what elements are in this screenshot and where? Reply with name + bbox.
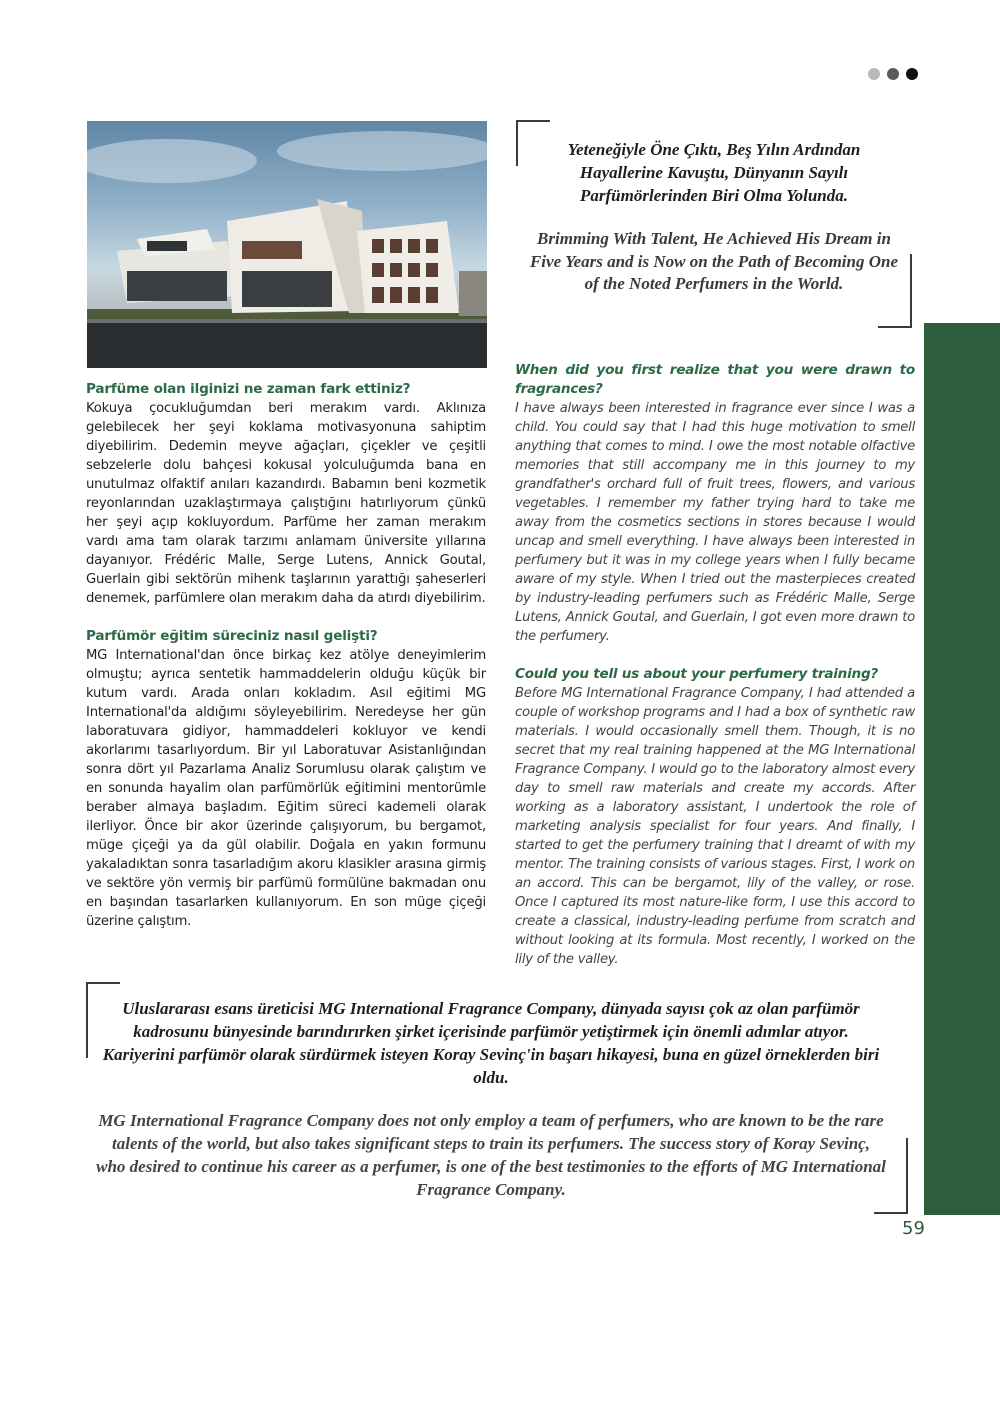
answer-paragraph: I have always been interested in fragrance ever since I was a child. You could say that I had this huge motivation to smell anything that comes to mind. I owe the most notable olfactive memories that still accompany me in this journey to my grandfather's orchard full of fruit trees, flowers, and various vegetables. I remember my father trying hard to take me away from the cosmetics sections in stores because I would uncap and smell everything. I have always been interested in perfumery but it was in my college years when I fully became aware of my style. When I tried out the masterpieces created by industry-leading perfumers such as Frédéric Malle, Serge Lutens, Annick Goutal, and Guerlain, I got even more drawn to the perfumery. bbox=[515, 401, 915, 644]
indicator-dot bbox=[887, 68, 899, 80]
answer-paragraph: MG International'dan önce birkaç kez atölye deneyimlerim olmuştu; ayrıca sentetik hammaddelerin olduğu küçük bir kutum vardı. Arada onları kokladım. Asıl eğitimi MG International'da aldığımı söyleyebilirim. Neredeyse her gün laboratuvara gidiyor, hammaddeleri kokluyor ve kendi akorlarımı tasarlıyordum. Bir yıl Laboratuvar Asistanlığından sonra dört yıl Pazarlama Analiz Sorumlusu olarak çalıştım ve en sonunda hayalim olan parfümörlük eğitimini mentorümle beraber almaya başladım. Eğitim süreci kademeli olarak ilerliyor. Önce bir akor üzerinde çalışıyorum, bu bergamot, müge çiçeği ya da gül olabilir. Doğala en yakın formunu yakaladıktan sonra tasarladığım akoru klasikler arasına girmiş ve sektöre yön vermiş bir parfümü formülüne bakmadan onu en başından tasarlarken kullanıyorum. En son müge çiçeği üzerine çalıştım. bbox=[86, 648, 486, 929]
turkish-column bbox=[86, 380, 486, 931]
page-number: 59 bbox=[902, 1218, 925, 1239]
page-indicator-dots bbox=[868, 68, 918, 80]
answer-paragraph: Before MG International Fragrance Company, I had attended a couple of workshop programs and I had a box of synthetic raw materials. I would occasionally smell them. Though, it is no secret that my real training happened at the MG International Fragrance Company. I would go to the laboratory almost every day to smell raw materials and create my accords. After working as a laboratory assistant, I undertook the role of marketing analysis specialist for four years. And finally, I started to get the perfumery training that I dreamt of with my mentor. The training consists of various stages. First, I work on an accord. This can be bergamot, lily of the valley, or rose. Once I captured its most nature-like form, I use this accord to create a classical, industry-leading perfume from scratch and without looking at its formula. Most recently, I worked on the lily of the valley. bbox=[515, 686, 915, 967]
english-column bbox=[515, 361, 915, 969]
question-heading: When did you first realize that you were drawn to fragrances? bbox=[515, 362, 915, 397]
quote-english: MG International Fragrance Company does not only employ a team of perfumers, who are known to be the rare talents of the world, but also takes significant steps to train its perfumers. The success story of Koray Sevinç, who desired to continue his career as a perfumer, is one of the best testimonies to the efforts of MG International Fragrance Company. bbox=[96, 1111, 886, 1199]
quote-turkish: Uluslararası esans üreticisi MG International Fragrance Company, dünyada sayısı çok az olan parfümör kadrosunu bünyesinde barındırırken şirket içerisinde parfümör yetiştirmek için önemli adımlar atıyor. Kariyerini parfümör olarak sürdürmek isteyen Koray Sevinç'in başarı hikayesi, buna en güzel örneklerden biri oldu. bbox=[102, 999, 880, 1087]
headline-english: Brimming With Talent, He Achieved His Dream in Five Years and is Now on the Path of Becoming One of the Noted Perfumers in the World. bbox=[529, 229, 899, 293]
green-side-bar bbox=[924, 323, 1000, 1215]
indicator-dot bbox=[906, 68, 918, 80]
answer-paragraph: Kokuya çocukluğumdan beri merakım vardı. Aklınıza gelebilecek her şeyi koklama motivasyonuna sahiptim diyebilirim. Dedemin meyve ağaçları, çiçekler ve çeşitli sebzelerle dolu bahçesi kokusal yolculuğumda bana en unutulmaz olfaktif anıları kazandırdı. Babamın beni kozmetik reyonlarından uzaklaştırmaya çalıştığını hatırlıyorum çünkü her şeyi açıp kokluyordum. Parfüme her zaman merakım vardı ama tam olarak tarzımı anlamam üniversite yıllarına dayanıyor. Frédéric Malle, Serge Lutens, Annick Goutal, Guerlain gibi sektörün mihenk taşlarının yarattığı şaheserleri denemek, parfümlere olan merakım daha da atırdı diyebilirim. bbox=[86, 401, 486, 606]
headline-callout bbox=[516, 120, 912, 328]
indicator-dot bbox=[868, 68, 880, 80]
building-photo bbox=[87, 121, 487, 368]
pull-quote bbox=[86, 982, 908, 1214]
headline-turkish: Yeteneğiyle Öne Çıktı, Beş Yılın Ardından Hayallerine Kavuştu, Dünyanın Sayılı Parfümörlerinden Biri Olma Yolunda. bbox=[567, 140, 861, 205]
question-heading: Parfüme olan ilginizi ne zaman fark ettiniz? bbox=[86, 381, 411, 397]
question-heading: Could you tell us about your perfumery training? bbox=[515, 666, 879, 682]
question-heading: Parfümör eğitim süreciniz nasıl gelişti? bbox=[86, 628, 378, 644]
